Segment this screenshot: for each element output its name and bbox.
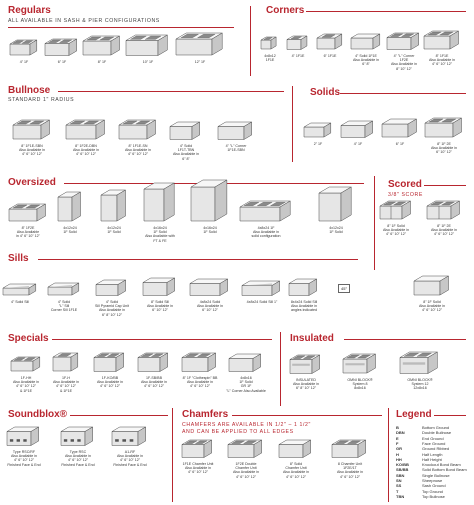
block-illustration bbox=[342, 353, 379, 376]
sound-slot bbox=[17, 439, 20, 442]
legend-key: F bbox=[396, 440, 399, 446]
legend-value: Top Ground bbox=[422, 488, 443, 494]
regulars-item-label: 10" 1F bbox=[142, 60, 154, 64]
block-illustration bbox=[52, 352, 81, 374]
block-illustration bbox=[217, 121, 255, 143]
insulated-hrule bbox=[344, 339, 466, 340]
legend-value: Top Bullnose bbox=[422, 493, 445, 499]
block-face bbox=[279, 444, 303, 457]
block-side bbox=[72, 192, 81, 221]
specials-title: Specials bbox=[8, 333, 49, 344]
block-illustration bbox=[95, 279, 129, 299]
legend-key: DBN bbox=[396, 430, 405, 436]
block-face bbox=[289, 283, 309, 295]
block-illustration bbox=[288, 278, 320, 299]
block-illustration bbox=[181, 352, 219, 375]
block-illustration bbox=[6, 426, 42, 449]
legend-value: Sheepnose bbox=[422, 478, 443, 483]
block-face bbox=[242, 285, 272, 295]
block-face bbox=[53, 357, 71, 371]
corners-item-label: 4" "L" Corner 1F2E Also Available in 8" 10" 12" bbox=[390, 54, 418, 71]
block-illustration bbox=[60, 426, 96, 449]
block-face bbox=[343, 359, 367, 373]
block-face bbox=[387, 37, 411, 49]
block-face bbox=[240, 207, 280, 221]
legend-value: Knockout Bond Beam bbox=[422, 462, 461, 468]
chamfers-item-label: 1F2E Double Chamfer Unit Also Available in 4" 6" 10" 12" bbox=[232, 462, 260, 479]
legend-key: SS bbox=[396, 483, 402, 489]
legend-key: B bbox=[396, 425, 399, 430]
block-face bbox=[143, 282, 167, 295]
legend-key: H bbox=[396, 451, 399, 457]
block-illustration bbox=[82, 35, 123, 58]
soundblox-item-label: Type RSC/RF Also Available in 4" 6" 10" 12" Finished Face & End bbox=[7, 450, 41, 467]
block-illustration bbox=[260, 36, 279, 52]
legend-value: Face Ground bbox=[422, 440, 446, 446]
block-illustration bbox=[12, 119, 53, 142]
block-face bbox=[126, 40, 158, 55]
bullnose-title: Bullnose bbox=[8, 85, 51, 96]
corners-item-label: 6" 1F1E bbox=[323, 54, 337, 58]
legend-key: GR bbox=[396, 446, 402, 452]
oversized-item-label: 4x12x24 1F Solid bbox=[63, 226, 77, 235]
insulated-item-label: INSULATED Also Available in 6" 8" 10" 12" bbox=[292, 378, 320, 391]
bullnose-subtitle: STANDARD 1" RADIUS bbox=[8, 97, 75, 103]
legend-value: Double Bullnose bbox=[422, 430, 452, 436]
bullnose-item-label: 8" 1F1E-SBN Also Available in 4" 6" 10" 12" bbox=[18, 144, 46, 157]
regulars-item-label: 6" 1F bbox=[57, 60, 67, 64]
oversized-title: Oversized bbox=[8, 177, 56, 188]
sound-slot bbox=[64, 439, 67, 442]
block-side bbox=[341, 187, 351, 221]
corners-title: Corners bbox=[266, 5, 305, 16]
legend-rule bbox=[388, 408, 389, 502]
chamfers-rule bbox=[172, 408, 173, 502]
block-face bbox=[290, 359, 312, 373]
legend-value: Sash Ground bbox=[422, 483, 446, 489]
sound-slot bbox=[10, 439, 13, 442]
insulated-rule bbox=[280, 332, 281, 406]
sound-slot bbox=[130, 439, 134, 442]
block-face bbox=[144, 189, 164, 221]
block-face bbox=[66, 125, 96, 139]
block-illustration bbox=[2, 283, 39, 298]
chamfers-subtitle: CHAMFERS ARE AVAILABLE IN 1/2" – 1 1/2" AND CAN BE APPLIED TO ALL EDGES bbox=[182, 422, 311, 435]
oversized-item-label: 4x12x24 1F Solid bbox=[107, 226, 121, 235]
sills-item-label: 8" Solid Sill Also Available in 6" 10" 12" bbox=[146, 300, 174, 313]
block-illustration bbox=[47, 282, 82, 298]
block-illustration bbox=[413, 275, 452, 298]
block-face bbox=[182, 357, 208, 371]
block-face bbox=[304, 127, 324, 137]
legend-value: Half Height bbox=[422, 456, 442, 462]
bullnose-rule bbox=[58, 91, 284, 92]
sills-item-label: 4x8x24 Solid Sill 1" bbox=[246, 300, 278, 304]
insulation-band bbox=[292, 363, 310, 365]
sills-item-label: 4" Solid "L" Sill Corner Sill 1F1E bbox=[50, 300, 78, 313]
block-face bbox=[287, 39, 301, 49]
block-face bbox=[138, 357, 160, 371]
chamfers-title: Chamfers bbox=[182, 409, 229, 420]
oversized-item-label: 4x8x24 1F Also Available in solid configuration bbox=[251, 226, 281, 239]
block-face bbox=[9, 209, 37, 221]
solids-hrule bbox=[340, 93, 466, 94]
block-face bbox=[382, 124, 408, 137]
oversized-item-label: 4x16x24 1F Solid Also Available with FT & FE bbox=[145, 226, 175, 243]
block-illustration bbox=[8, 203, 49, 224]
block-face bbox=[190, 283, 220, 295]
sills-item-label: 4x8x24 Solid Also Available in 6" 10" 12" bbox=[196, 300, 224, 313]
scored-subtitle: 3/8" SCORE bbox=[388, 192, 423, 198]
specials-item-label: 1F-HH Also Available in 4" 6" 10" 12" & 1F1E bbox=[12, 376, 40, 393]
sills-item-label: 4" Solid Sill bbox=[10, 300, 30, 304]
block-face bbox=[61, 431, 85, 445]
corners-hrule bbox=[306, 11, 466, 12]
sound-slot bbox=[71, 439, 74, 442]
block-illustration bbox=[175, 32, 225, 58]
block-face bbox=[94, 357, 116, 371]
block-side bbox=[215, 180, 227, 221]
legend-value: End Ground bbox=[422, 435, 444, 441]
bullnose-item-label: 8" 1F2E-DBN Also Available in 4" 6" 10" 12" bbox=[72, 144, 100, 157]
soundblox-item-label: A1-RF Also Available in 4" 6" 10" 12" Finished Face & End bbox=[113, 450, 147, 467]
soundblox-title: Soundblox® bbox=[8, 409, 68, 420]
block-face bbox=[45, 43, 69, 55]
specials-item-label: 8" 1F "Clothespin" BB Also Available in 4" 6" 10" 12" bbox=[182, 376, 218, 389]
block-face bbox=[261, 40, 271, 49]
legend-value: Single Bullnose bbox=[422, 472, 450, 478]
block-illustration bbox=[93, 352, 127, 375]
oversized-item-label: 4x16x24 1F Solid bbox=[203, 226, 217, 235]
insulated-item-label: OMNI BLOCK® System 8 8x8x16 bbox=[347, 378, 373, 391]
block-face bbox=[101, 195, 117, 221]
legend-key: HH bbox=[396, 456, 402, 462]
block-face bbox=[48, 287, 72, 295]
legend-value: Half Length bbox=[422, 451, 443, 457]
corners-item-label: 4" 1F1E bbox=[291, 54, 305, 58]
solids-rule bbox=[292, 86, 293, 162]
corners-rule bbox=[250, 6, 251, 76]
solids-item-label: 2" 1F bbox=[313, 142, 323, 146]
legend-title: Legend bbox=[396, 409, 432, 420]
regulars-item-label: 8" 1F bbox=[97, 60, 107, 64]
legend-value: Bottom Ground bbox=[422, 425, 450, 430]
block-illustration bbox=[142, 277, 178, 299]
regulars-rule bbox=[8, 27, 234, 28]
block-illustration bbox=[316, 33, 345, 52]
scored-item-label: 8" 1F Solid Also Available in 4" 6" 10" 12" bbox=[382, 224, 410, 237]
block-face bbox=[11, 361, 33, 371]
sills-item-label: 8" 1F Solid Also Available in 4" 6" 10" 12" bbox=[418, 300, 446, 313]
scored-rule bbox=[374, 176, 375, 270]
regulars-item-label: 4" 1F bbox=[19, 60, 29, 64]
scored-hrule bbox=[424, 185, 466, 186]
block-illustration bbox=[118, 119, 159, 142]
block-illustration bbox=[423, 30, 462, 52]
chamfers-item-label: 8" Solid Chamfer Unit Also Available in 4" 6" 10" 12" bbox=[282, 462, 310, 479]
sills-item-label: 4" Solid Sill Pyramid Cap Unit Also Available in 6" 8" 10" 12" bbox=[95, 300, 129, 317]
block-face bbox=[176, 39, 212, 55]
block-face bbox=[170, 126, 192, 139]
specials-item-label: 1F-H Also Available in 4" 6" 10" 12" & 1F1E bbox=[52, 376, 80, 393]
legend-hrule bbox=[434, 415, 466, 416]
block-illustration bbox=[239, 200, 293, 224]
block-face bbox=[341, 125, 365, 137]
legend-key: SB/BB bbox=[396, 467, 409, 473]
legend-key: TBN bbox=[396, 493, 405, 499]
block-illustration bbox=[125, 34, 170, 59]
oversized-item-label: 4x12x24 1F Solid bbox=[329, 226, 343, 235]
solids-item-label: 4" 1F bbox=[353, 142, 363, 146]
block-face bbox=[83, 41, 111, 55]
block-illustration bbox=[57, 191, 84, 224]
block-illustration bbox=[143, 182, 177, 224]
block-illustration bbox=[189, 278, 231, 299]
solids-title: Solids bbox=[310, 87, 341, 98]
bullnose-item-label: 8" 1F1E-SN Also Available in 4" 6" 10" 12" bbox=[124, 144, 152, 157]
regulars-title: Regulars bbox=[8, 5, 51, 16]
block-side bbox=[164, 183, 174, 221]
sills-rule bbox=[38, 259, 358, 260]
block-face bbox=[58, 197, 72, 221]
specials-item-label: 1F-SB/BB Also Available in 4" 6" 10" 12" bbox=[140, 376, 168, 389]
block-side bbox=[117, 190, 126, 221]
block-face bbox=[182, 444, 204, 457]
block-face bbox=[7, 431, 31, 445]
block-face bbox=[119, 125, 147, 139]
scored-item-label: 8" 1F 2E Also Available in 4" 6" 10" 12" bbox=[430, 224, 458, 237]
specials-rule bbox=[52, 339, 272, 340]
block-face bbox=[218, 126, 244, 139]
block-illustration bbox=[137, 352, 171, 375]
block-face bbox=[425, 123, 453, 137]
block-illustration bbox=[190, 179, 230, 224]
legend-key: KO/BB bbox=[396, 462, 409, 468]
legend-key: T bbox=[396, 488, 399, 494]
block-face bbox=[332, 444, 358, 457]
soundblox-item-label: Type RSC Also Available in 4" 6" 10" 12" Finished Face & End bbox=[61, 450, 95, 467]
soundblox-rule bbox=[70, 415, 168, 416]
insulation-band bbox=[403, 362, 425, 364]
legend-key: SN bbox=[396, 478, 402, 483]
specials-item-label: 4x8x16 1F Solid GR 1F "L" Corner Also Available bbox=[226, 376, 266, 393]
block-face bbox=[10, 44, 30, 55]
block-face bbox=[229, 358, 253, 371]
block-illustration bbox=[100, 189, 129, 224]
block-illustration bbox=[318, 186, 354, 224]
sound-slot bbox=[123, 439, 127, 442]
chamfers-item-label: 8 Chamfer Unit 1F2E/1T Also Available in 4" 6" 10" 12" bbox=[336, 462, 364, 479]
chamfers-hrule bbox=[232, 415, 382, 416]
block-illustration bbox=[65, 119, 108, 142]
block-illustration bbox=[278, 439, 314, 461]
sill-angle-label: 45° bbox=[338, 284, 350, 293]
block-illustration bbox=[228, 353, 264, 375]
legend-value: Solid Bottom Bond Beam bbox=[422, 467, 467, 473]
block-illustration bbox=[227, 439, 265, 461]
scored-title: Scored bbox=[388, 179, 422, 190]
insulated-title: Insulated bbox=[290, 333, 334, 344]
corners-item-label: 4x8x12 1F1E bbox=[264, 54, 276, 63]
block-face bbox=[112, 431, 138, 445]
block-face bbox=[414, 281, 440, 295]
block-illustration bbox=[379, 200, 414, 222]
block-face bbox=[351, 38, 373, 49]
insulation-band bbox=[345, 363, 364, 365]
block-illustration bbox=[169, 121, 203, 143]
legend-key: SBN bbox=[396, 472, 405, 478]
block-illustration bbox=[10, 356, 43, 374]
bullnose-item-label: 4" "L" Corner 1F1E-SBN bbox=[225, 144, 247, 153]
block-illustration bbox=[111, 426, 149, 449]
block-face bbox=[424, 36, 450, 49]
sound-slot bbox=[115, 439, 119, 442]
block-face bbox=[3, 288, 29, 295]
block-illustration bbox=[424, 117, 465, 140]
block-face bbox=[228, 444, 254, 457]
block-face bbox=[13, 125, 41, 139]
block-illustration bbox=[303, 122, 334, 140]
block-illustration bbox=[181, 439, 215, 461]
sound-slot bbox=[24, 439, 27, 442]
solids-item-label: 6" 1F bbox=[395, 142, 405, 146]
block-face bbox=[319, 193, 341, 221]
chamfers-item-label: 1F1E Chamfer Unit Also Available in 4" 6" 10" 12" bbox=[182, 462, 214, 475]
sills-title: Sills bbox=[8, 253, 29, 264]
regulars-subtitle: ALL AVAILABLE IN SASH & PIER CONFIGURATIONS bbox=[8, 18, 160, 24]
block-illustration bbox=[386, 32, 422, 53]
sound-slot bbox=[78, 439, 81, 442]
block-illustration bbox=[381, 118, 420, 140]
block-illustration bbox=[399, 351, 440, 377]
sills-item-label: 8x4x24 Solid Sill Also Available in angles indicated bbox=[290, 300, 318, 313]
legend-value: Ground Ribbed bbox=[422, 446, 450, 452]
block-illustration bbox=[289, 354, 323, 377]
solids-item-label: 8" 1F 2E Also Available in 6" 10" 12" bbox=[430, 142, 458, 155]
corners-item-label: 4" Solid 1F1E Also Available in 6" 8" bbox=[352, 54, 380, 67]
block-illustration bbox=[44, 38, 80, 59]
regulars-item-label: 12" 1F bbox=[194, 60, 206, 64]
block-illustration bbox=[331, 439, 369, 461]
block-illustration bbox=[350, 33, 383, 52]
block-illustration bbox=[340, 120, 376, 141]
block-face bbox=[96, 284, 118, 295]
legend-key: E bbox=[396, 435, 399, 441]
block-illustration bbox=[426, 200, 463, 222]
corners-item-label: 8" 1F1E Also Available in 4" 6" 10" 12" bbox=[428, 54, 456, 67]
bullnose-item-label: 4" Solid 1F1T-TBN Also Available in 6" 8" bbox=[172, 144, 200, 161]
block-face bbox=[317, 38, 335, 49]
block-face bbox=[191, 187, 215, 221]
insulated-item-label: OMNI BLOCK® System 12 12x8x16 bbox=[407, 378, 433, 391]
block-illustration bbox=[241, 280, 283, 299]
specials-item-label: 1F-KO/BB Also Available in 4" 6" 10" 12" bbox=[96, 376, 124, 389]
block-illustration bbox=[9, 39, 40, 58]
block-face bbox=[400, 357, 428, 373]
legend-row bbox=[396, 495, 445, 499]
block-illustration bbox=[286, 35, 310, 53]
oversized-item-label: 8" 1F2E Also Available in 4" 6" 10" 12" bbox=[16, 226, 40, 239]
